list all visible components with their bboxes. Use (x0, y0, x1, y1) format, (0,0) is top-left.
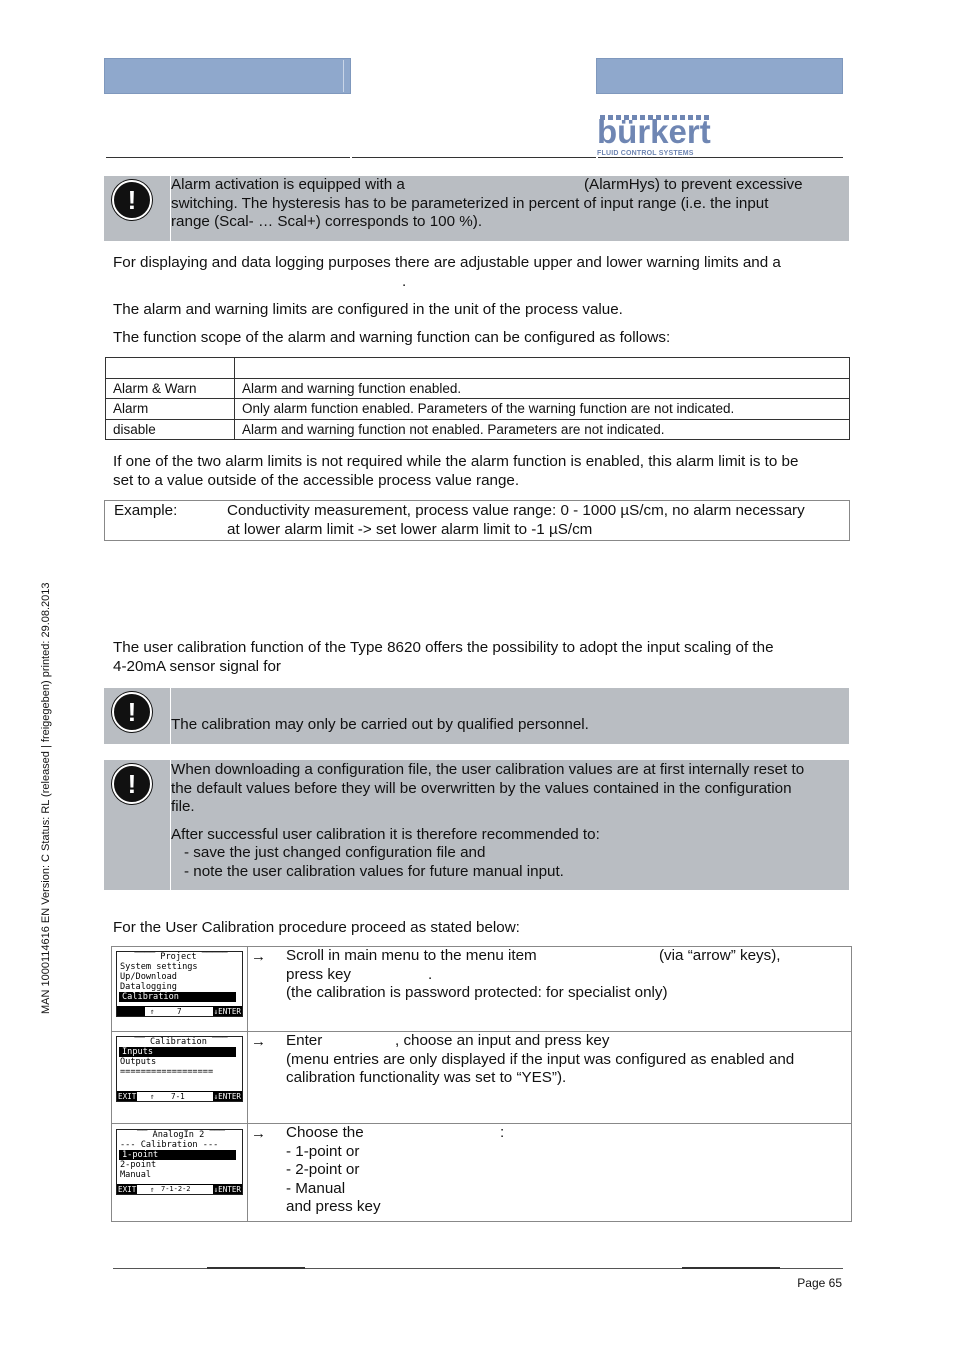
table-header-row (106, 358, 850, 379)
paragraph-line: . (402, 272, 407, 290)
step-line: (the calibration is password protected: for specialist only) (286, 984, 668, 1001)
lcd-screen-analogin (116, 1129, 243, 1195)
arrow-up-icon: ⇑ (150, 1092, 155, 1101)
paragraph-scope-intro: The function scope of the alarm and warning function can be configured as follows: (113, 329, 671, 346)
header-rule-2 (352, 157, 596, 158)
table-cell-mode: Alarm & Warn (106, 378, 235, 399)
step-arrow: → (251, 1125, 266, 1142)
header-rule-3 (598, 157, 843, 158)
step-line: Scroll in main menu to the menu item (286, 947, 537, 964)
step-line: Choose the (286, 1124, 364, 1141)
step-line: (menu entries are only displayed if the input was configured as enabled and (286, 1050, 795, 1068)
note-line: file. (171, 798, 195, 815)
lcd-title-text: Calibration (149, 1037, 207, 1047)
lcd-footer (117, 1091, 242, 1101)
table-cell-description: Alarm and warning function not enabled. Parameters are not indicated. (235, 419, 850, 440)
lcd-menu-item-selected: Calibration (119, 992, 236, 1002)
lcd-title-text: Project (160, 952, 197, 962)
step-line: - 2-point or (286, 1161, 360, 1178)
arrow-up-icon: ⇑ (150, 1007, 155, 1016)
header-bar-left (104, 58, 351, 94)
step-line: - 1-point or (286, 1142, 360, 1160)
step-line: and press key (286, 1198, 381, 1215)
lcd-title: ▔▔ Calibration ▔▔▔ (134, 1037, 228, 1047)
step-row (112, 947, 851, 1032)
table-row (106, 378, 850, 399)
step-line: Enter (286, 1032, 323, 1049)
lcd-exit-key: EXIT (118, 1092, 137, 1101)
note-box-qualified-personnel (104, 688, 849, 744)
step-arrow: → (251, 948, 266, 965)
step-line: (via “arrow” keys), (659, 947, 781, 964)
table-row (106, 419, 850, 440)
paragraph-procedure-intro: For the User Calibration procedure proceed as stated below: (113, 919, 520, 936)
header-rule-1 (106, 157, 350, 158)
paragraph-line: If one of the two alarm limits is not required while the alarm function is enabled, this alarm limit is to be (113, 453, 799, 470)
logo-wordmark: bürkert (597, 113, 711, 150)
lcd-menu-item: Manual (120, 1170, 152, 1180)
footer-rule-accent-right (682, 1267, 780, 1269)
lcd-title: ▔▔▔▔ Project ▔▔▔▔▔ (134, 952, 228, 962)
lcd-title-text: AnalogIn 2 (152, 1130, 205, 1140)
note-text (171, 761, 847, 881)
paragraph-user-calibration (113, 639, 843, 676)
exclamation-icon (112, 180, 152, 220)
exclamation-icon (112, 764, 152, 804)
step-line: calibration functionality was set to “YES”). (286, 1069, 567, 1086)
header-bar-left-divider (343, 60, 344, 92)
note-line: After successful user calibration it is therefore recommended to: (171, 825, 600, 843)
step-text (286, 1032, 846, 1088)
example-line: Conductivity measurement, process value range: 0 - 1000 µS/cm, no alarm necessary (227, 502, 805, 519)
step-line: . (428, 965, 433, 983)
note-line: switching. The hysteresis has to be parameterized in percent of input range (i.e. the input (171, 194, 769, 212)
table-cell-mode: Alarm (106, 399, 235, 420)
paragraph-alarm-limits (113, 453, 853, 490)
lcd-menu-item-selected: 1-point (119, 1150, 236, 1160)
lcd-screen-calibration (116, 1036, 243, 1102)
note-line: - note the user calibration values for future manual input. (184, 862, 564, 880)
table-row (106, 399, 850, 420)
page-number: Page 65 (797, 1276, 842, 1290)
table-cell-mode: disable (106, 419, 235, 440)
company-logo (597, 107, 717, 155)
paragraph-line: 4-20mA sensor signal for (113, 657, 281, 675)
paragraph-units: The alarm and warning limits are configured in the unit of the process value. (113, 301, 623, 318)
step-line: press key (286, 965, 351, 983)
lcd-footer-left (117, 1007, 145, 1016)
example-label: Example: (114, 502, 178, 519)
lcd-footer (117, 1006, 242, 1016)
lcd-menu-item: 2-point (120, 1160, 157, 1170)
lcd-screen-main-menu (116, 951, 243, 1017)
note-line: (AlarmHys) to prevent excessive (584, 176, 803, 193)
step-arrow: → (251, 1033, 266, 1050)
document-status-margin: MAN 1000114616 EN Version: C Status: RL (released | freigegeben) printed: 29.08.2013 (40, 582, 52, 1014)
lcd-footer (117, 1184, 242, 1194)
lcd-enter-key: ⇓ENTER (213, 1092, 241, 1101)
lcd-menu-item: Outputs (120, 1057, 157, 1067)
example-line: at lower alarm limit -> set lower alarm limit to -1 µS/cm (227, 520, 593, 538)
calibration-steps-table (111, 946, 852, 1222)
step-row (112, 1032, 851, 1124)
lcd-menu-code: 7-1-2-2 (161, 1185, 191, 1193)
paragraph-line: The user calibration function of the Type 8620 offers the possibility to adopt the input scaling of the (113, 639, 774, 656)
step-row (112, 1124, 851, 1223)
step-line: - Manual (286, 1179, 346, 1197)
note-line: the default values before they will be overwritten by the values contained in the configuration (171, 779, 792, 797)
note-box-hysteresis (104, 176, 849, 241)
footer-rule-accent-left (207, 1267, 305, 1269)
logo-dots (600, 107, 717, 112)
paragraph-warning-limits (113, 254, 843, 291)
lcd-menu-code: 7 (177, 1007, 182, 1016)
step-text (286, 1124, 846, 1217)
table-cell-description: Only alarm function enabled. Parameters of the warning function are not indicated. (235, 399, 850, 420)
note-text (171, 176, 846, 232)
note-line: - save the just changed configuration file and (184, 844, 486, 861)
note-line: When downloading a configuration file, the user calibration values are at first internally reset to (171, 761, 805, 778)
paragraph-line: set to a value outside of the accessible process value range. (113, 471, 520, 489)
function-scope-table (105, 357, 850, 440)
lcd-title: ▔▔ AnalogIn 2 ▔▔▔ (137, 1130, 225, 1140)
step-text (286, 947, 846, 1003)
lcd-menu-item: ================== (120, 1067, 214, 1077)
lcd-menu-item: Up/Download (120, 972, 177, 982)
note-box-config-download (104, 760, 849, 890)
lcd-menu-code: 7-1 (171, 1092, 185, 1101)
exclamation-icon (112, 692, 152, 732)
lcd-subtitle: --- Calibration --- (120, 1140, 219, 1150)
paragraph-line: For displaying and data logging purposes there are adjustable upper and lower warning limits and a (113, 254, 781, 271)
step-line: : (500, 1124, 505, 1141)
lcd-enter-key: ⇓ENTER (213, 1007, 241, 1016)
logo-tagline: FLUID CONTROL SYSTEMS (597, 150, 694, 157)
note-line: range (Scal- … Scal+) corresponds to 100 %). (171, 213, 483, 230)
arrow-up-icon: ⇑ (150, 1185, 155, 1194)
step-line: , choose an input and press key (395, 1032, 610, 1049)
example-text (227, 502, 847, 539)
note-line: Alarm activation is equipped with a (171, 176, 405, 193)
lcd-exit-key: EXIT (118, 1185, 137, 1194)
lcd-menu-item: Datalogging (120, 982, 177, 992)
header-bar-right (596, 58, 843, 94)
table-cell-description: Alarm and warning function enabled. (235, 378, 850, 399)
lcd-menu-item: System settings (120, 962, 198, 972)
example-box (104, 500, 850, 541)
lcd-enter-key: ⇓ENTER (213, 1185, 241, 1194)
note-text: The calibration may only be carried out by qualified personnel. (171, 716, 589, 733)
lcd-menu-item-selected: Inputs (119, 1047, 236, 1057)
